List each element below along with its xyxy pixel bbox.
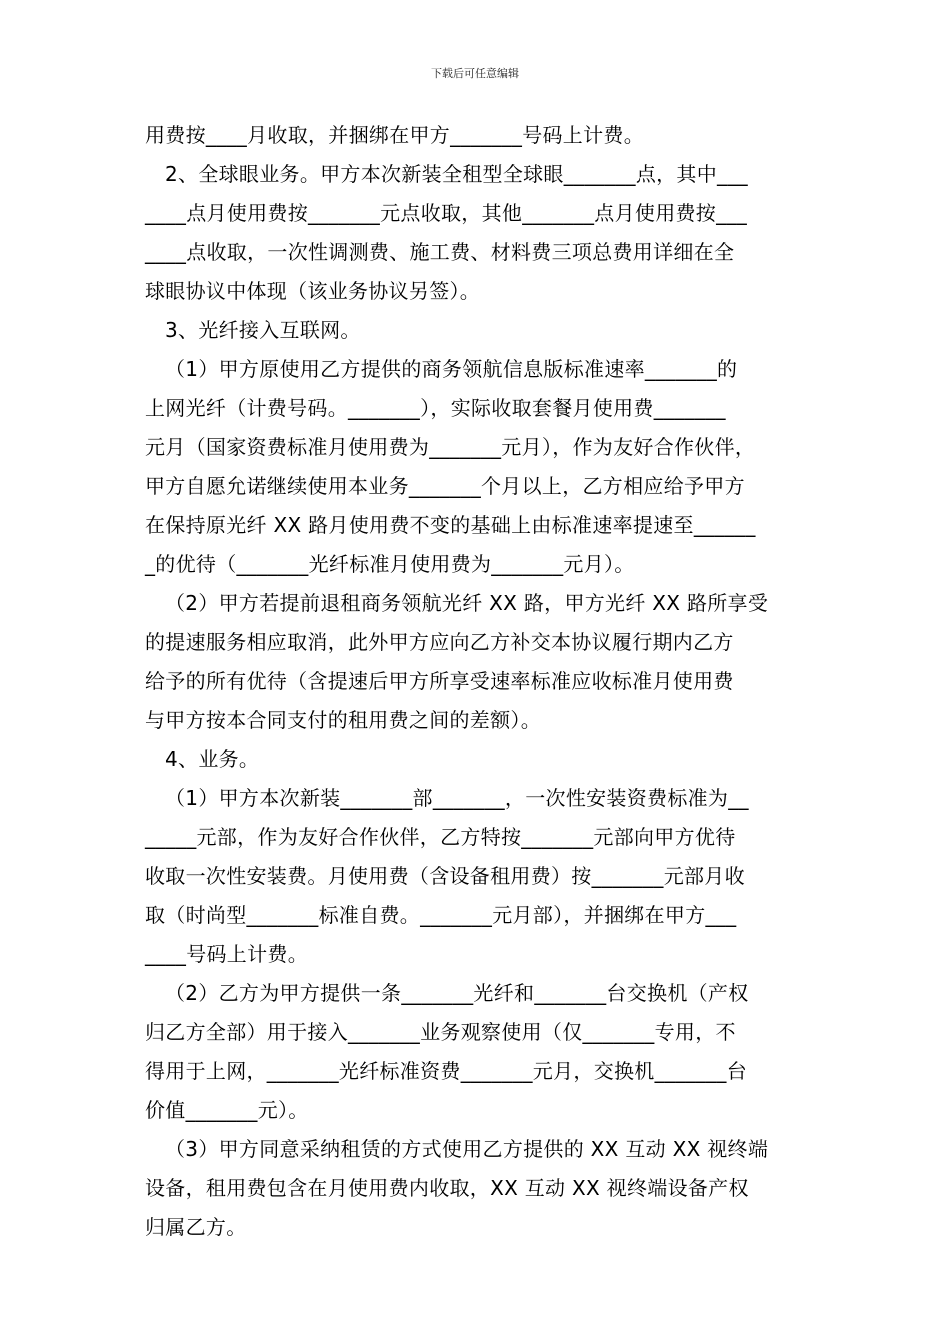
text-line: （2）乙方为甲方提供一条_______光纤和_______台交换机（产权 bbox=[165, 981, 749, 1005]
page-header: 下载后可任意编辑 bbox=[431, 67, 519, 80]
text-line: 归属乙方。 bbox=[145, 1215, 247, 1239]
text-line: 得用于上网，_______光纤标准资费_______元月，交换机_______台 bbox=[145, 1059, 747, 1083]
text-line: （1）甲方本次新装_______部_______，一次性安装资费标准为__ bbox=[165, 786, 749, 810]
text-line: 球眼协议中体现（该业务协议另签）。 bbox=[145, 279, 481, 303]
text-line: 与甲方按本合同支付的租用费之间的差额）。 bbox=[145, 708, 541, 732]
text-line: 给予的所有优待（含提速后甲方所享受速率标准应收标准月使用费 bbox=[145, 669, 734, 693]
text-line: ____号码上计费。 bbox=[145, 942, 308, 966]
text-line: ____点收取，一次性调测费、施工费、材料费三项总费用详细在全 bbox=[145, 240, 735, 264]
text-line: 的提速服务相应取消，此外甲方应向乙方补交本协议履行期内乙方 bbox=[145, 630, 734, 654]
text-line: 收取一次性安装费。月使用费（含设备租用费）按_______元部月收 bbox=[145, 864, 745, 888]
text-line: 在保持原光纤 XX 路月使用费不变的基础上由标准速率提速至______ bbox=[145, 513, 756, 537]
text-line: _____元部，作为友好合作伙伴，乙方特按_______元部向甲方优待 bbox=[145, 825, 736, 849]
text-line: 元月（国家资费标准月使用费为_______元月），作为友好合作伙伴， bbox=[145, 435, 756, 459]
text-line: 设备，租用费包含在月使用费内收取，XX 互动 XX 视终端设备产权 bbox=[145, 1176, 749, 1200]
text-line: 甲方自愿允诺继续使用本业务_______个月以上，乙方相应给予甲方 bbox=[145, 474, 745, 498]
text-line: （3）甲方同意采纳租赁的方式使用乙方提供的 XX 互动 XX 视终端 bbox=[165, 1137, 769, 1161]
text-line: 归乙方全部）用于接入_______业务观察使用（仅_______专用，不 bbox=[145, 1020, 736, 1044]
text-line: 3、光纤接入互联网。 bbox=[165, 318, 361, 342]
text-line: （1）甲方原使用乙方提供的商务领航信息版标准速率_______的 bbox=[165, 357, 738, 381]
text-line: 上网光纤（计费号码。_______），实际收取套餐月使用费_______ bbox=[145, 396, 726, 420]
text-line: 2、全球眼业务。甲方本次新装全租型全球眼_______点，其中___ bbox=[165, 162, 748, 186]
text-line: （2）甲方若提前退租商务领航光纤 XX 路，甲方光纤 XX 路所享受 bbox=[165, 591, 769, 615]
text-line: 取（时尚型_______标准自费。_______元月部），并捆绑在甲方___ bbox=[145, 903, 737, 927]
text-line: ____点月使用费按_______元点收取，其他_______点月使用费按___ bbox=[145, 201, 747, 225]
text-line: 用费按____月收取，并捆绑在甲方_______号码上计费。 bbox=[145, 123, 644, 147]
text-line: 价值_______元）。 bbox=[145, 1098, 309, 1122]
text-line: 4、业务。 bbox=[165, 747, 260, 771]
text-line: _的优待（_______光纤标准月使用费为_______元月）。 bbox=[145, 552, 635, 576]
document-body bbox=[145, 116, 810, 1247]
